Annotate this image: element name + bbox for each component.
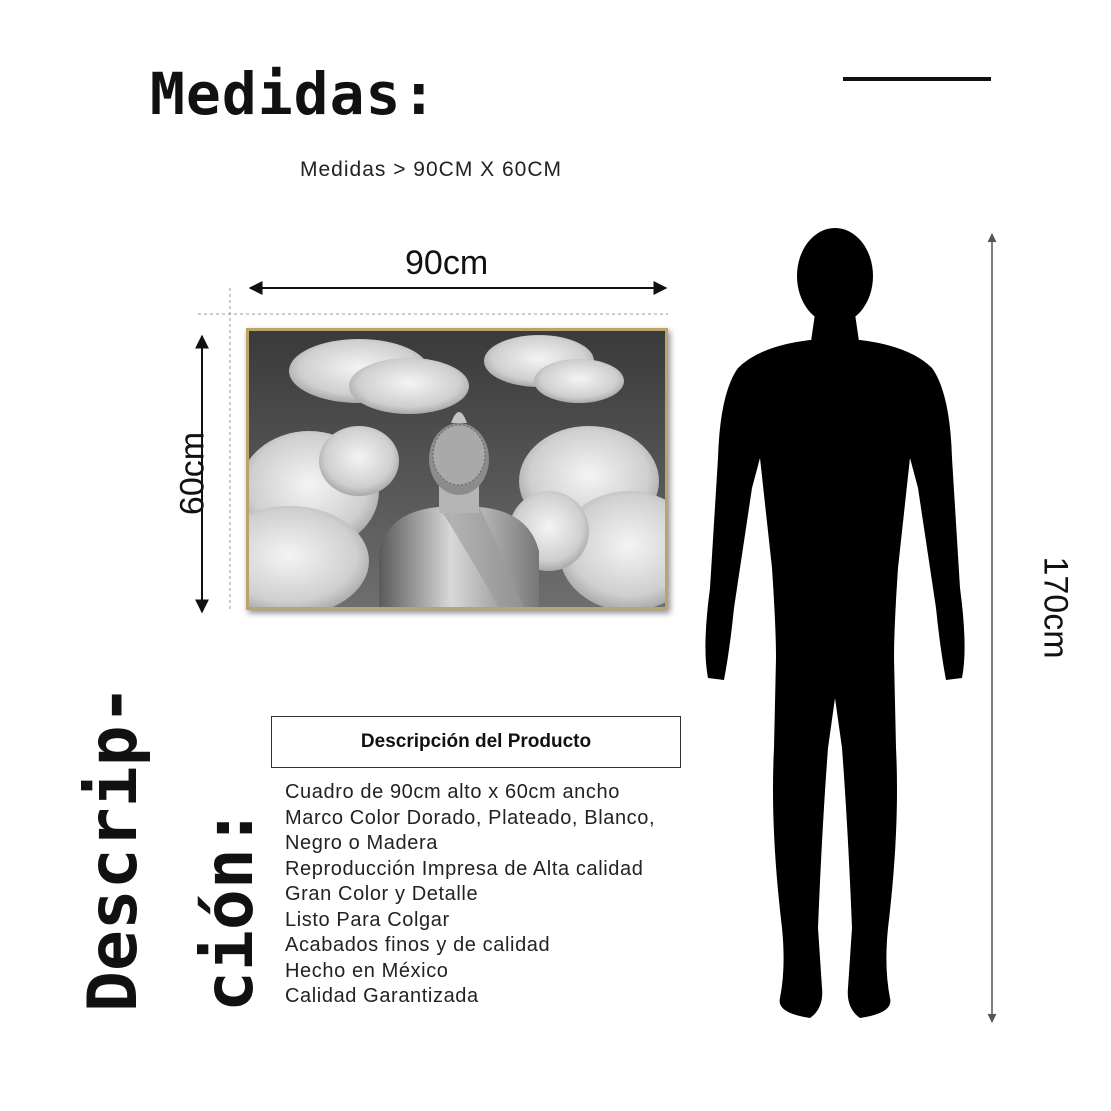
size-subtitle: Medidas > 90CM X 60CM xyxy=(300,158,563,181)
description-header-text: Descripción del Producto xyxy=(360,731,592,752)
human-silhouette-icon xyxy=(690,228,980,1028)
vertical-heading-line1: Descrip- xyxy=(74,684,153,1012)
list-item: Cuadro de 90cm alto x 60cm ancho xyxy=(285,781,620,803)
height-label: 60cm xyxy=(173,431,212,516)
list-item: Reproducción Impresa de Alta calidad xyxy=(285,857,644,880)
description-header xyxy=(271,716,681,768)
list-item: Marco Color Dorado, Plateado, Blanco, xyxy=(285,806,656,829)
list-item: Hecho en México xyxy=(285,959,449,982)
description-list xyxy=(285,780,655,1010)
list-item: Gran Color y Detalle xyxy=(285,883,479,905)
list-item: Listo Para Colgar xyxy=(285,908,450,931)
artwork-frame xyxy=(246,328,668,610)
list-item: Negro o Madera xyxy=(285,832,438,854)
buddha-artwork xyxy=(249,331,665,607)
list-item: Acabados finos y de calidad xyxy=(285,934,551,956)
width-label: 90cm xyxy=(405,244,489,282)
page-title: Medidas: xyxy=(150,60,438,128)
vertical-description-heading xyxy=(66,640,269,1020)
vertical-heading-line2: ción: xyxy=(190,807,269,1012)
list-item: Calidad Garantizada xyxy=(285,985,479,1007)
person-height-label: 170cm xyxy=(1036,556,1075,659)
